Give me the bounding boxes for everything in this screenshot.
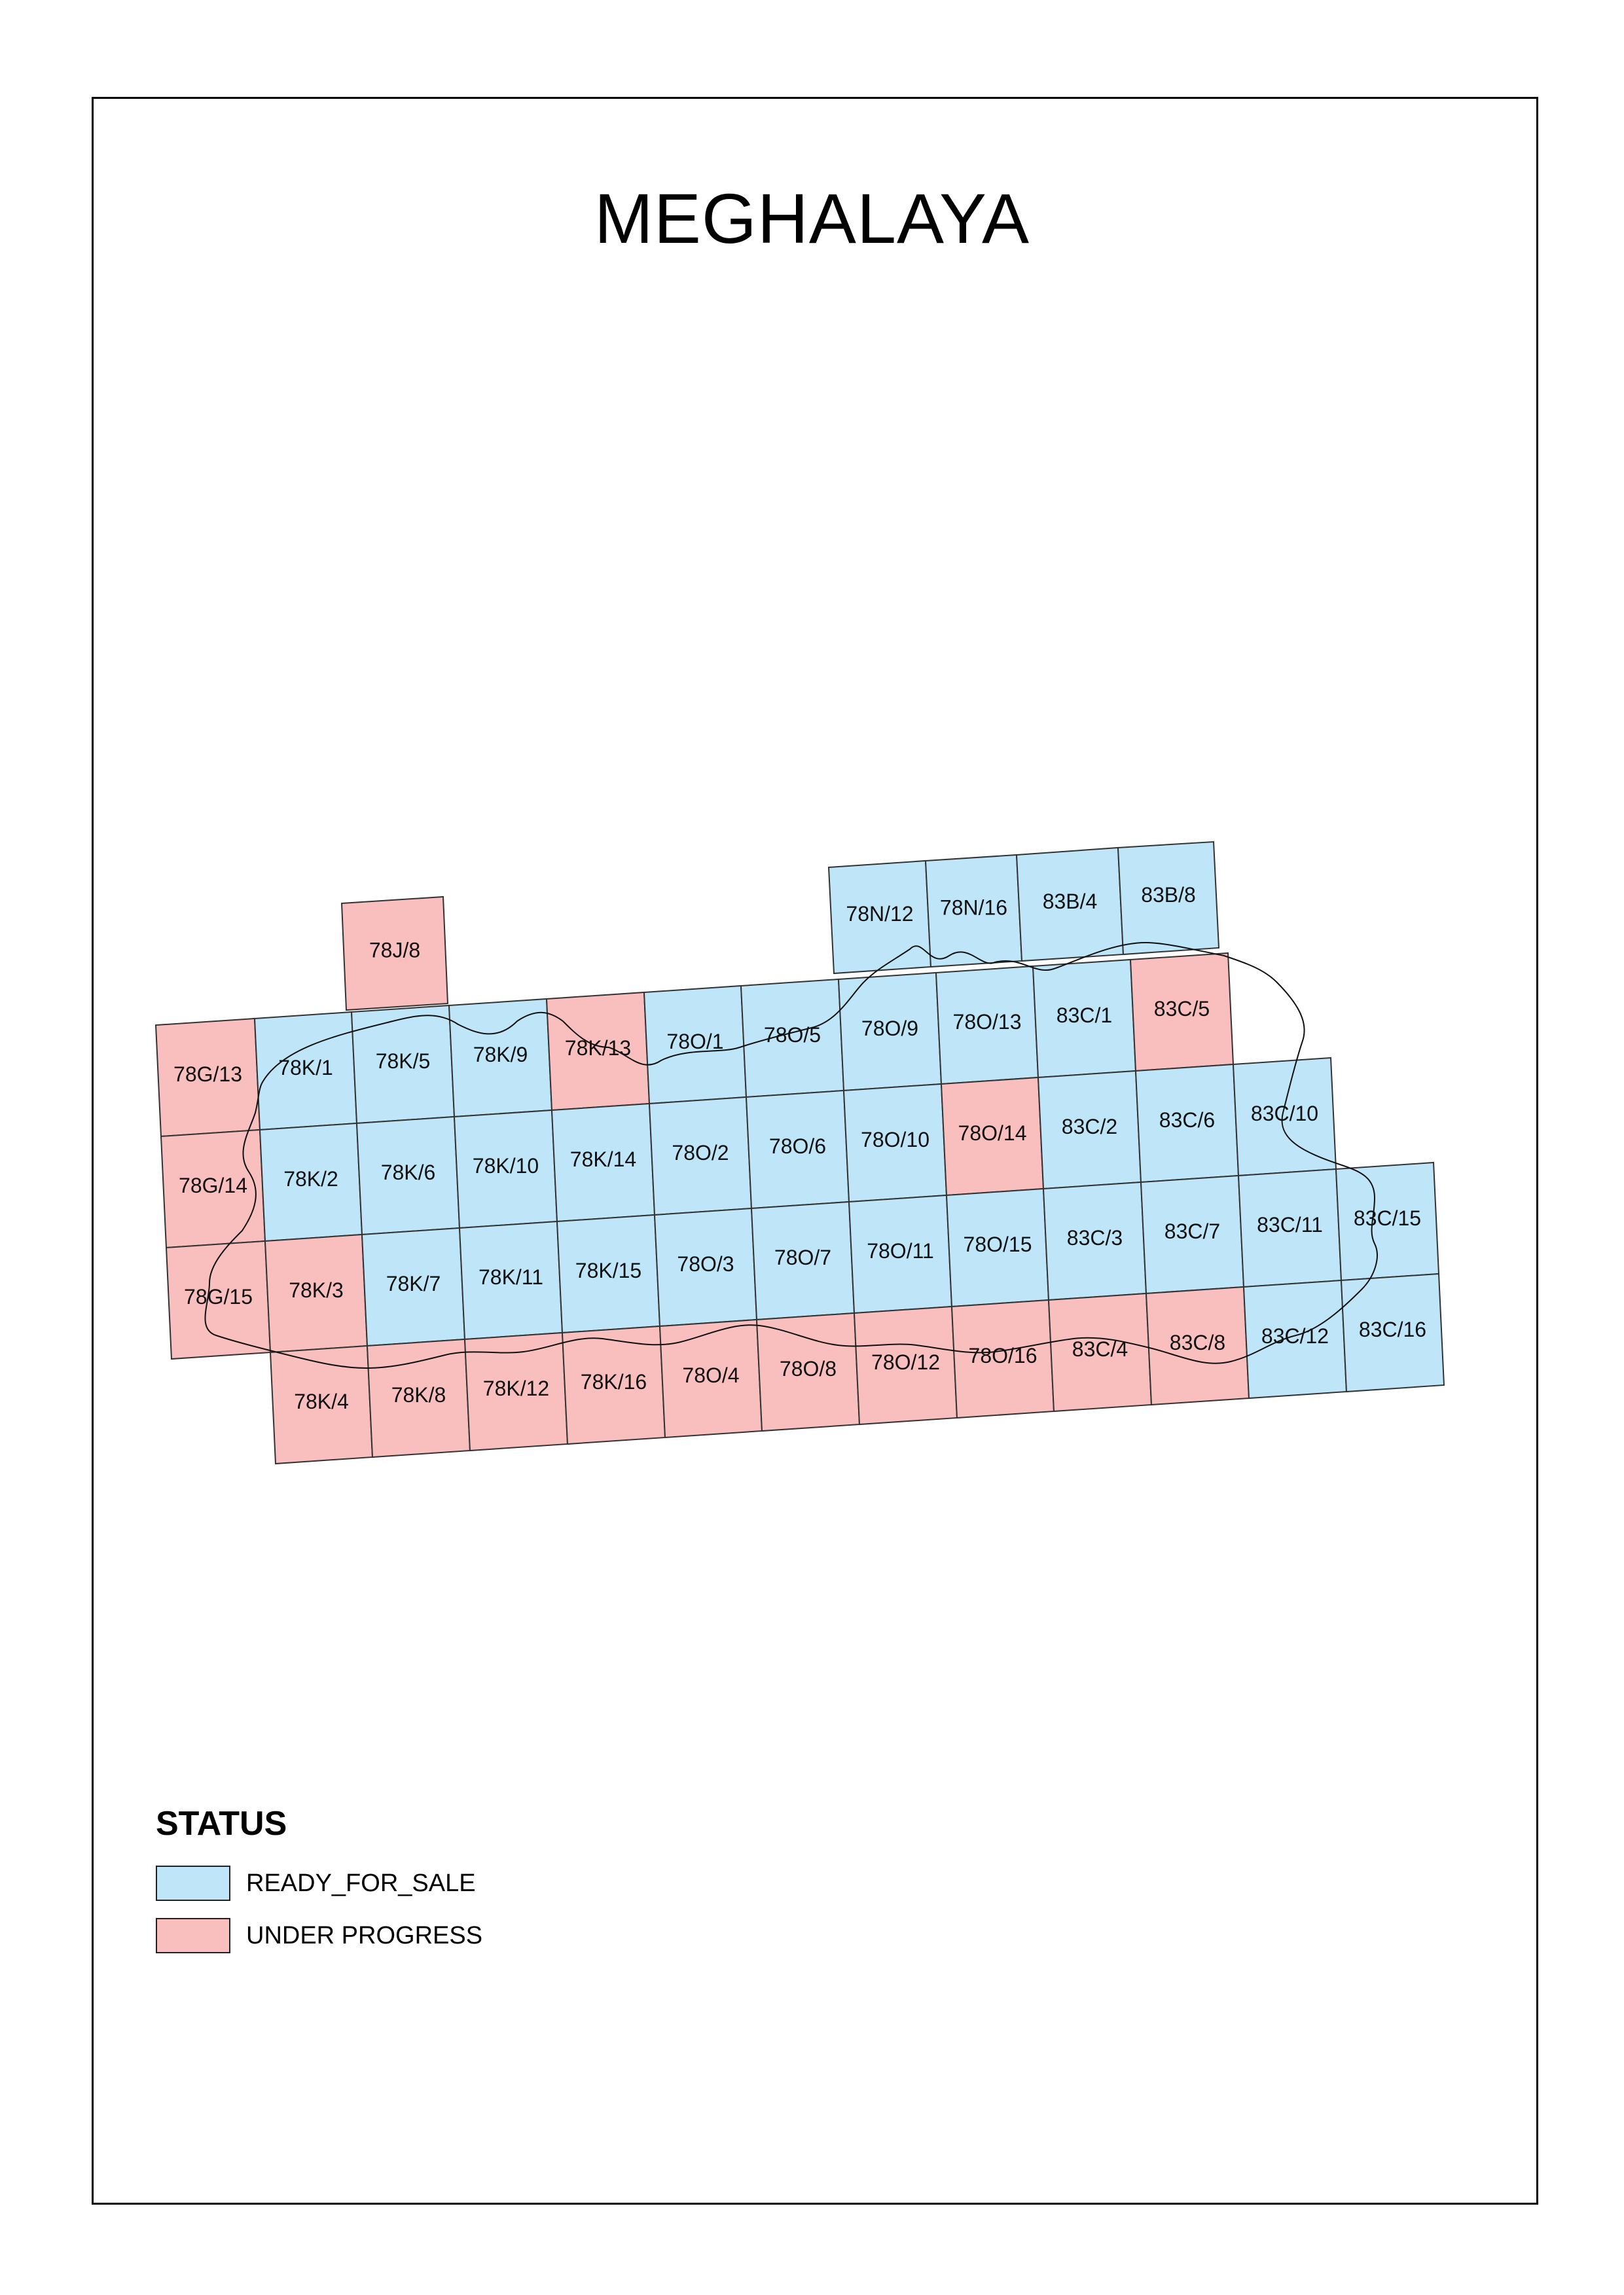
sheet-label: 83C/11 xyxy=(1257,1213,1323,1237)
sheet-label: 78O/9 xyxy=(861,1017,919,1040)
map-sheet xyxy=(156,1019,260,1136)
map-sheet xyxy=(557,1215,660,1333)
map-sheet xyxy=(660,1320,762,1437)
map-sheet xyxy=(255,1012,357,1130)
sheet-label: 78O/2 xyxy=(672,1141,729,1165)
sheet-label: 78O/7 xyxy=(774,1246,832,1269)
map-sheet xyxy=(367,1339,470,1457)
sheet-label: 78G/15 xyxy=(184,1285,253,1309)
sheet-label: 83C/12 xyxy=(1261,1324,1329,1348)
sheet-label: 83C/1 xyxy=(1056,1003,1113,1027)
map-sheet xyxy=(1049,1293,1151,1411)
sheet-label: 78N/12 xyxy=(846,902,914,926)
map-sheet xyxy=(926,855,1022,967)
map-sheet xyxy=(270,1346,372,1464)
sheet-label: 78K/2 xyxy=(283,1167,338,1191)
map-sheet xyxy=(952,1300,1054,1418)
map-sheet xyxy=(552,1104,655,1221)
sheet-label: 78O/6 xyxy=(768,1134,827,1158)
map-sheet xyxy=(1033,960,1136,1077)
map-sheet xyxy=(1043,1182,1146,1300)
legend xyxy=(156,1807,482,1969)
map-sheet xyxy=(941,1077,1043,1195)
map-sheet xyxy=(757,1313,859,1431)
sheet-label: 78K/7 xyxy=(386,1272,441,1295)
map-sheet xyxy=(1341,1274,1444,1392)
sheet-label: 78K/12 xyxy=(482,1377,550,1400)
map-sheet xyxy=(741,979,844,1097)
legend-item-progress xyxy=(156,1917,482,1955)
sheet-label: 83C/15 xyxy=(1353,1206,1422,1230)
map-sheet xyxy=(465,1333,568,1451)
map-sheet xyxy=(649,1097,751,1215)
sheet-label: 83B/8 xyxy=(1141,882,1196,907)
sheet-label: 83C/5 xyxy=(1153,997,1210,1021)
sheet-label: 78O/11 xyxy=(867,1239,934,1263)
map-sheet xyxy=(342,897,448,1010)
sheet-label: 78K/4 xyxy=(294,1390,349,1413)
sheet-label: 78O/12 xyxy=(871,1350,940,1374)
map-sheet xyxy=(161,1130,265,1248)
legend-title: STATUS xyxy=(156,1805,287,1843)
sheet-label: 78O/10 xyxy=(861,1128,929,1151)
sheet-label: 78K/11 xyxy=(478,1265,544,1289)
map-sheet xyxy=(829,861,931,973)
sheet-label: 83B/4 xyxy=(1042,889,1098,913)
sheet-label: 78O/15 xyxy=(963,1233,1032,1256)
map-sheet xyxy=(260,1123,362,1241)
sheet-label: 78O/14 xyxy=(958,1121,1027,1145)
sheet-label: 78K/15 xyxy=(575,1259,642,1282)
sheet-label: 78O/4 xyxy=(682,1364,740,1387)
map-sheet xyxy=(460,1221,562,1339)
map-sheet xyxy=(547,992,649,1110)
legend-label-ready: READY_FOR_SALE xyxy=(246,1869,476,1897)
sheet-label: 83C/10 xyxy=(1250,1102,1319,1125)
map-sheet xyxy=(849,1195,952,1313)
sheet-label: 78K/10 xyxy=(472,1154,539,1178)
map-sheet xyxy=(751,1202,854,1320)
map-sheet xyxy=(1136,1064,1238,1182)
sheet-label: 78K/8 xyxy=(391,1383,446,1407)
sheet-label: 78K/5 xyxy=(375,1049,431,1073)
map-sheet xyxy=(352,1005,454,1123)
map-sheet xyxy=(1238,1169,1341,1287)
legend-label-progress: UNDER PROGRESS xyxy=(246,1921,483,1949)
map-sheet xyxy=(1141,1176,1244,1293)
sheet-label: 78J/8 xyxy=(369,938,421,962)
map-sheet xyxy=(1336,1163,1439,1280)
map-sheet xyxy=(854,1307,957,1424)
sheet-label: 78O/16 xyxy=(968,1344,1038,1367)
sheet-label: 78K/6 xyxy=(380,1161,436,1184)
map-sheet xyxy=(655,1208,757,1326)
map-sheet xyxy=(357,1117,460,1235)
sheet-label: 78O/13 xyxy=(952,1010,1022,1034)
sheet-label: 83C/3 xyxy=(1066,1226,1123,1250)
sheet-label: 83C/4 xyxy=(1072,1337,1128,1361)
legend-item-ready xyxy=(156,1864,482,1902)
sheet-label: 78O/1 xyxy=(666,1030,724,1053)
map-sheet xyxy=(947,1189,1049,1307)
sheet-label: 78O/3 xyxy=(677,1252,734,1276)
map-sheet xyxy=(1146,1287,1249,1405)
legend-swatch-progress xyxy=(156,1918,230,1953)
sheet-label: 78N/16 xyxy=(939,895,1008,920)
map-sheet xyxy=(1017,848,1123,961)
map-sheet xyxy=(644,986,746,1104)
map-sheet xyxy=(839,973,941,1091)
sheet-label: 78O/5 xyxy=(763,1023,821,1047)
sheet-label: 78K/3 xyxy=(289,1278,344,1302)
sheet-label: 78K/9 xyxy=(473,1043,528,1066)
map-sheet xyxy=(1038,1071,1141,1189)
sheet-label: 78G/13 xyxy=(173,1062,242,1086)
sheet-label: 78K/14 xyxy=(569,1148,637,1171)
map-sheet xyxy=(454,1110,557,1228)
sheet-label: 78K/16 xyxy=(580,1370,647,1394)
sheet-label: 83C/2 xyxy=(1061,1115,1118,1138)
sheet-label: 83C/16 xyxy=(1358,1318,1427,1341)
map-sheet xyxy=(265,1235,367,1352)
map-title: MEGHALAYA xyxy=(594,179,1030,258)
sheet-label: 78K/1 xyxy=(278,1056,333,1079)
map-sheet xyxy=(1130,953,1233,1071)
sheet-label: 83C/7 xyxy=(1164,1220,1221,1243)
map-sheet xyxy=(1118,842,1219,954)
map-sheet xyxy=(562,1326,665,1444)
sheet-label: 78O/8 xyxy=(779,1357,837,1381)
sheet-label: 83C/6 xyxy=(1159,1108,1216,1132)
map-sheet xyxy=(936,966,1038,1084)
sheet-label: 78K/13 xyxy=(564,1036,632,1060)
sheet-label: 78G/14 xyxy=(179,1174,247,1197)
map-sheet xyxy=(362,1228,465,1346)
sheet-label: 83C/8 xyxy=(1169,1331,1226,1354)
map-sheet xyxy=(449,999,552,1117)
map-sheet xyxy=(844,1084,947,1202)
map-sheet xyxy=(746,1091,849,1208)
map-sheet xyxy=(1244,1280,1346,1398)
legend-swatch-ready xyxy=(156,1866,230,1901)
